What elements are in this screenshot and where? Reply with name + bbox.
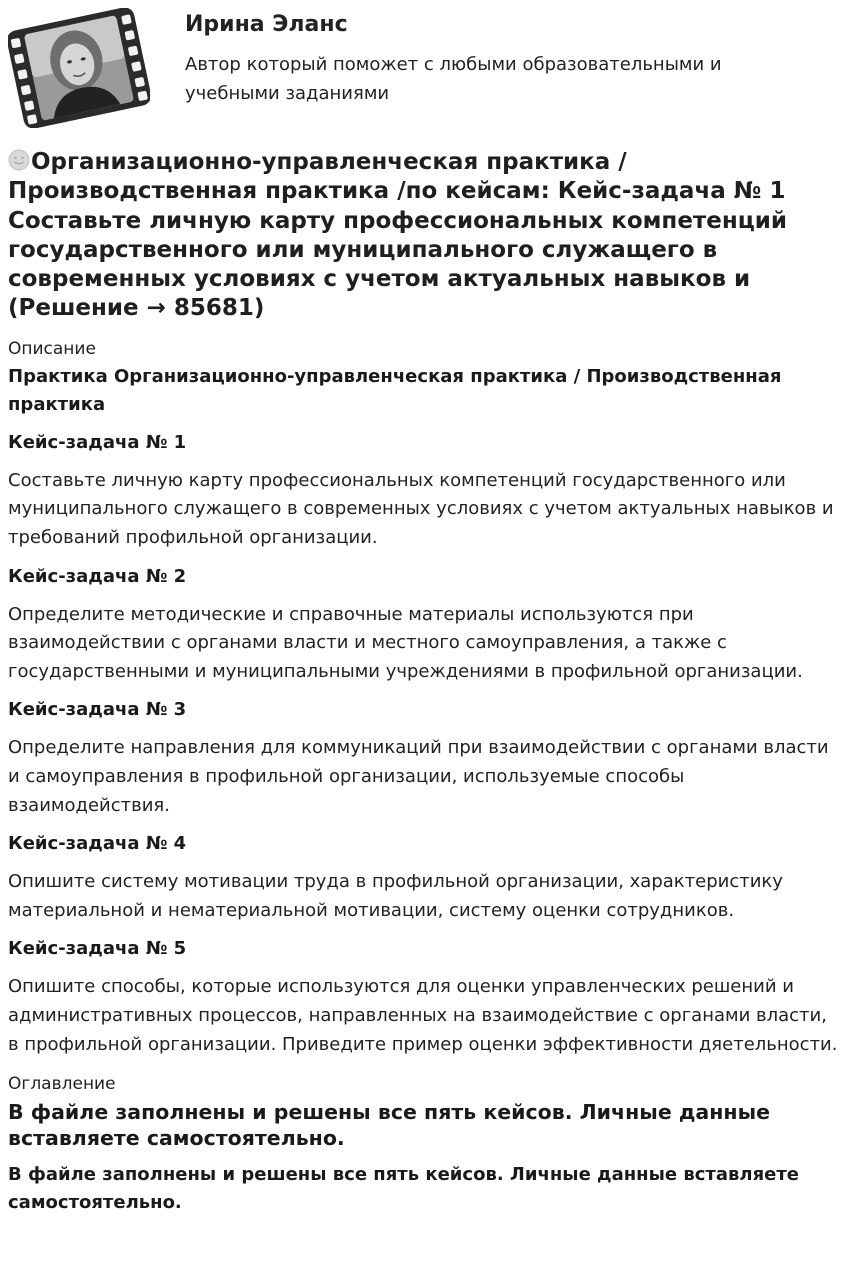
smiley-face-icon bbox=[8, 149, 30, 171]
document-title-text: Организационно-управленческая практика / Производственная практика /по кейсам: Кейс-задача № 1 Составьте личную карту профессиональных компетенций государственного или муниципального служащего в современных условиях с учетом актуальных навыков и (Решение → 85681) bbox=[8, 149, 788, 322]
case-heading-1: Кейс-задача № 1 bbox=[8, 431, 187, 453]
case-text-3: Определите направления для коммуникаций при взаимодействии с органами власти и самоуправления в профильной организации, используемые способы взаимодействия. bbox=[8, 737, 829, 816]
author-description: Автор который поможет с любыми образовательными и учебными заданиями bbox=[185, 54, 722, 104]
document-content bbox=[8, 148, 840, 1217]
film-strip-avatar-image bbox=[8, 8, 150, 128]
case-text-5: Опишите способы, которые используются для оценки управленческих решений и административных процессов, направленных на взаимодействие с органами власти, в профильной организации. Приведите пример оценки эффективности дяетельности. bbox=[8, 976, 838, 1055]
case-text-1: Составьте личную карту профессиональных компетенций государственного или муниципального служащего в современных условиях с учетом актуальных навыков и требований профильной организации. bbox=[8, 469, 834, 548]
case-heading-4: Кейс-задача № 4 bbox=[8, 833, 187, 855]
case-heading-5: Кейс-задача № 5 bbox=[8, 938, 187, 960]
author-name: Ирина Эланс bbox=[185, 12, 348, 37]
toc-summary-large: В файле заполнены и решены все пять кейсов. Личные данные вставляете самостоятельно. bbox=[8, 1100, 771, 1151]
toc-summary-small: В файле заполнены и решены все пять кейсов. Личные данные вставляете самостоятельно. bbox=[8, 1164, 799, 1214]
case-text-4: Опишите систему мотивации труда в профильной организации, характеристику материальной и нематериальной мотивации, систему оценки сотрудников. bbox=[8, 871, 783, 921]
description-label: Описание bbox=[8, 338, 96, 359]
practice-subtitle: Практика Организационно-управленческая практика / Производственная практика bbox=[8, 365, 782, 415]
case-heading-2: Кейс-задача № 2 bbox=[8, 565, 187, 587]
document-title bbox=[8, 148, 840, 324]
toc-label: Оглавление bbox=[8, 1074, 116, 1095]
author-header bbox=[0, 0, 847, 140]
author-avatar bbox=[8, 8, 150, 128]
case-heading-3: Кейс-задача № 3 bbox=[8, 699, 187, 721]
case-text-2: Определите методические и справочные материалы используются при взаимодействии с органами власти и местного самоуправления, а также с государственными и муниципальными учреждениями в профильной организации. bbox=[8, 603, 803, 682]
case-list bbox=[8, 429, 840, 1059]
